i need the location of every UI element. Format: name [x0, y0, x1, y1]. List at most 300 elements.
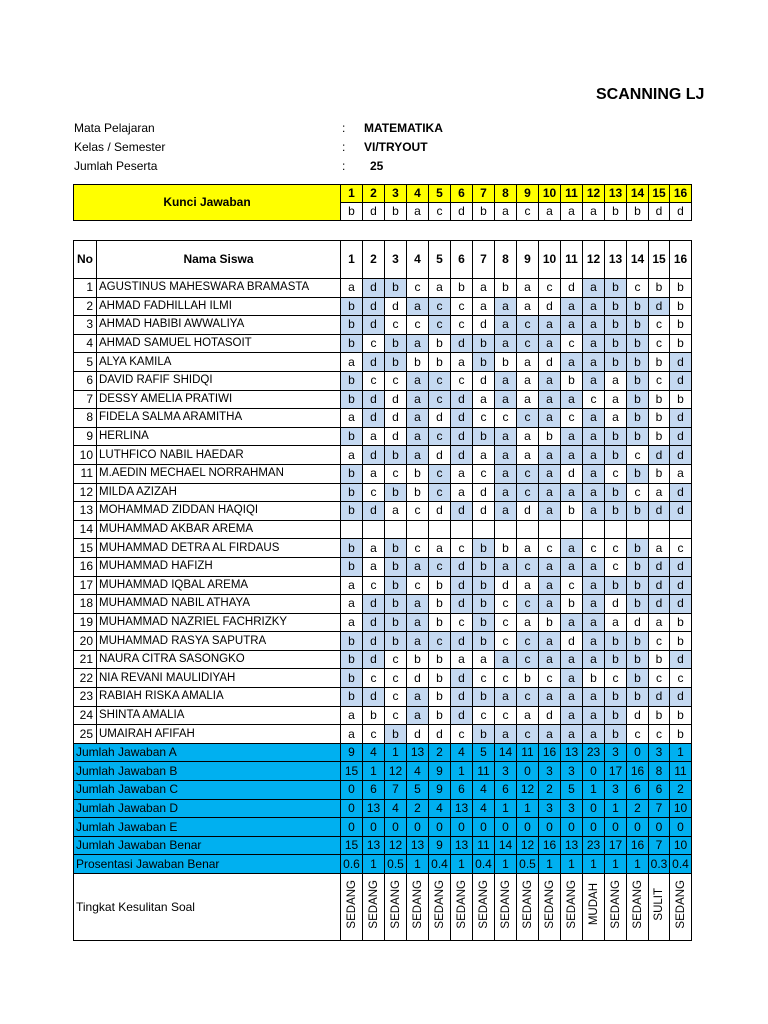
- student-answer: d: [451, 502, 473, 521]
- difficulty-value: MUDAH: [587, 883, 600, 926]
- student-answer: b: [627, 297, 649, 316]
- student-answer: b: [385, 557, 407, 576]
- question-header: 10: [539, 241, 561, 279]
- student-answer: a: [583, 706, 605, 725]
- student-answer: b: [385, 576, 407, 595]
- student-answer: b: [341, 334, 363, 353]
- summary-value: 13: [407, 743, 429, 762]
- student-answer: [363, 520, 385, 539]
- student-answer: b: [605, 576, 627, 595]
- student-answer: c: [385, 706, 407, 725]
- page-title: SCANNING LJ: [596, 86, 705, 103]
- student-no: 10: [74, 446, 97, 465]
- student-no: 8: [74, 409, 97, 428]
- student-answer: a: [341, 706, 363, 725]
- student-answer: a: [561, 539, 583, 558]
- student-answer: d: [670, 502, 692, 521]
- answer-key-answer: a: [495, 203, 517, 221]
- answer-key-number: 7: [473, 185, 495, 203]
- summary-value: 0: [539, 818, 561, 837]
- difficulty-cell: [407, 874, 429, 941]
- student-answer: a: [561, 446, 583, 465]
- student-no: 7: [74, 390, 97, 409]
- summary-value: 7: [649, 836, 670, 855]
- student-answer: a: [517, 297, 539, 316]
- student-answer: b: [627, 334, 649, 353]
- student-answer: b: [385, 334, 407, 353]
- student-answer: c: [385, 371, 407, 390]
- student-answer: d: [407, 725, 429, 744]
- student-answer: c: [670, 539, 692, 558]
- student-answer: a: [517, 353, 539, 372]
- summary-value: 2: [670, 781, 692, 800]
- summary-value: 0.4: [670, 855, 692, 874]
- student-answer: a: [473, 279, 495, 298]
- summary-value: 4: [451, 743, 473, 762]
- summary-value: 1: [385, 743, 407, 762]
- summary-row: [74, 799, 692, 818]
- student-answer: c: [429, 632, 451, 651]
- student-answer: b: [670, 725, 692, 744]
- answer-key-number: 11: [561, 185, 583, 203]
- student-answer: b: [473, 334, 495, 353]
- student-answer: c: [363, 725, 385, 744]
- student-answer: d: [670, 353, 692, 372]
- answer-key-answer: c: [429, 203, 451, 221]
- answer-key-number: 14: [627, 185, 649, 203]
- student-answer: b: [495, 539, 517, 558]
- student-no: 23: [74, 688, 97, 707]
- student-answer: c: [517, 316, 539, 335]
- summary-value: 23: [583, 836, 605, 855]
- summary-value: 0.6: [341, 855, 363, 874]
- difficulty-value: SEDANG: [565, 880, 578, 929]
- student-answer: a: [407, 688, 429, 707]
- student-answer: b: [605, 688, 627, 707]
- student-no: 22: [74, 669, 97, 688]
- student-answer: a: [451, 353, 473, 372]
- student-answer: a: [363, 427, 385, 446]
- summary-value: 1: [495, 855, 517, 874]
- student-answer: d: [451, 427, 473, 446]
- student-answer: a: [451, 464, 473, 483]
- student-answer: c: [517, 632, 539, 651]
- student-answer: c: [495, 632, 517, 651]
- student-answer: c: [495, 613, 517, 632]
- student-answer: b: [341, 669, 363, 688]
- student-answer: d: [429, 725, 451, 744]
- student-no: 21: [74, 650, 97, 669]
- student-name: FIDELA SALMA ARAMITHA: [97, 409, 341, 428]
- class-value: VI/TRYOUT: [364, 140, 428, 154]
- student-answer: a: [363, 557, 385, 576]
- student-answer: c: [649, 371, 670, 390]
- student-answer: a: [517, 613, 539, 632]
- answer-key-answer: b: [341, 203, 363, 221]
- student-answer: b: [473, 595, 495, 614]
- summary-value: 2: [539, 781, 561, 800]
- summary-value: 0: [341, 781, 363, 800]
- student-answer: a: [583, 464, 605, 483]
- student-answer: b: [649, 650, 670, 669]
- answer-key-answer: d: [451, 203, 473, 221]
- student-answer: c: [385, 669, 407, 688]
- student-answer: d: [561, 464, 583, 483]
- summary-value: 1: [451, 762, 473, 781]
- summary-value: 3: [539, 799, 561, 818]
- student-answer: c: [561, 334, 583, 353]
- student-answer: b: [429, 353, 451, 372]
- student-answer: d: [363, 502, 385, 521]
- question-header: 11: [561, 241, 583, 279]
- student-answer: a: [583, 725, 605, 744]
- student-answer: b: [341, 557, 363, 576]
- student-answer: [385, 520, 407, 539]
- student-answer: d: [605, 595, 627, 614]
- student-answer: a: [473, 390, 495, 409]
- summary-value: 0: [561, 818, 583, 837]
- answer-key-answer: d: [649, 203, 670, 221]
- answer-key-answer: b: [627, 203, 649, 221]
- summary-value: 0: [407, 818, 429, 837]
- student-answer: a: [605, 390, 627, 409]
- student-answer: a: [495, 334, 517, 353]
- student-answer: c: [385, 464, 407, 483]
- student-answer: a: [495, 371, 517, 390]
- student-no: 15: [74, 539, 97, 558]
- student-answer: a: [539, 334, 561, 353]
- summary-value: 0: [670, 818, 692, 837]
- student-answer: a: [583, 446, 605, 465]
- answer-key-number: 16: [670, 185, 692, 203]
- student-answer: c: [385, 316, 407, 335]
- student-no: 25: [74, 725, 97, 744]
- difficulty-value: SEDANG: [367, 880, 380, 929]
- student-answer: d: [451, 576, 473, 595]
- student-answer: d: [363, 297, 385, 316]
- student-answer: a: [341, 279, 363, 298]
- summary-value: 13: [363, 836, 385, 855]
- summary-value: 4: [385, 799, 407, 818]
- student-answer: a: [363, 464, 385, 483]
- summary-value: 10: [670, 799, 692, 818]
- student-answer: d: [363, 632, 385, 651]
- student-answer: a: [561, 483, 583, 502]
- difficulty-cell: [517, 874, 539, 941]
- summary-value: 6: [451, 781, 473, 800]
- student-no: 20: [74, 632, 97, 651]
- student-answer: d: [363, 446, 385, 465]
- summary-value: 2: [407, 799, 429, 818]
- student-answer: b: [605, 297, 627, 316]
- student-answer: [561, 520, 583, 539]
- answer-key-answer: a: [561, 203, 583, 221]
- summary-value: 1: [583, 781, 605, 800]
- table-row: [74, 353, 692, 372]
- student-answer: b: [385, 353, 407, 372]
- difficulty-cell: [539, 874, 561, 941]
- student-answer: b: [429, 688, 451, 707]
- table-row: [74, 688, 692, 707]
- student-answer: a: [583, 613, 605, 632]
- student-answer: b: [605, 483, 627, 502]
- summary-row: [74, 818, 692, 837]
- student-answer: c: [583, 390, 605, 409]
- student-answer: d: [385, 390, 407, 409]
- student-answer: b: [670, 632, 692, 651]
- answer-key-number: 1: [341, 185, 363, 203]
- summary-value: 0: [341, 799, 363, 818]
- student-answer: b: [605, 334, 627, 353]
- question-header: 15: [649, 241, 670, 279]
- summary-value: 0.4: [429, 855, 451, 874]
- summary-value: 5: [407, 781, 429, 800]
- student-answer: d: [649, 595, 670, 614]
- student-answer: a: [495, 464, 517, 483]
- student-answer: a: [341, 725, 363, 744]
- student-answer: b: [495, 353, 517, 372]
- summary-row: [74, 855, 692, 874]
- student-answer: c: [429, 427, 451, 446]
- student-name: AHMAD FADHILLAH ILMI: [97, 297, 341, 316]
- summary-row: [74, 781, 692, 800]
- question-header: 7: [473, 241, 495, 279]
- student-answer: b: [341, 688, 363, 707]
- student-answer: a: [583, 483, 605, 502]
- student-answer: a: [583, 650, 605, 669]
- table-row: [74, 279, 692, 298]
- student-answer: a: [649, 539, 670, 558]
- student-answer: a: [407, 409, 429, 428]
- student-answer: d: [561, 632, 583, 651]
- student-answer: a: [363, 539, 385, 558]
- answer-key-answer: b: [605, 203, 627, 221]
- difficulty-cell: [583, 874, 605, 941]
- student-answer: d: [670, 557, 692, 576]
- student-answer: d: [670, 650, 692, 669]
- answer-key-answer: d: [670, 203, 692, 221]
- student-answer: b: [605, 725, 627, 744]
- student-answer: [341, 520, 363, 539]
- student-answer: c: [363, 669, 385, 688]
- student-no: 17: [74, 576, 97, 595]
- answer-key-number: 10: [539, 185, 561, 203]
- student-answer: b: [627, 371, 649, 390]
- student-answer: a: [429, 539, 451, 558]
- student-answer: b: [627, 464, 649, 483]
- summary-value: 4: [429, 799, 451, 818]
- student-answer: a: [561, 297, 583, 316]
- answer-key-number: 13: [605, 185, 627, 203]
- student-answer: [495, 520, 517, 539]
- summary-value: 11: [473, 836, 495, 855]
- summary-value: 16: [627, 836, 649, 855]
- student-answer: a: [517, 539, 539, 558]
- summary-value: 0: [473, 818, 495, 837]
- summary-value: 4: [407, 762, 429, 781]
- summary-value: 0: [341, 818, 363, 837]
- student-answer: [649, 520, 670, 539]
- summary-value: 1: [363, 762, 385, 781]
- student-answer: b: [670, 390, 692, 409]
- student-answer: c: [451, 316, 473, 335]
- student-answer: b: [627, 316, 649, 335]
- student-answer: b: [649, 279, 670, 298]
- answer-key-number: 15: [649, 185, 670, 203]
- summary-value: 6: [649, 781, 670, 800]
- student-answer: a: [341, 446, 363, 465]
- student-answer: b: [605, 279, 627, 298]
- student-name: MUHAMMAD NAZRIEL FACHRIZKY: [97, 613, 341, 632]
- student-answer: b: [407, 464, 429, 483]
- student-answer: a: [583, 557, 605, 576]
- student-answer: b: [649, 390, 670, 409]
- student-name: MUHAMMAD HAFIZH: [97, 557, 341, 576]
- student-answer: d: [539, 297, 561, 316]
- student-answer: c: [363, 483, 385, 502]
- difficulty-value: SEDANG: [477, 880, 490, 929]
- student-answer: a: [561, 557, 583, 576]
- student-answer: a: [495, 297, 517, 316]
- student-answer: d: [561, 279, 583, 298]
- student-name: NAURA CITRA SASONGKO: [97, 650, 341, 669]
- student-answer: d: [451, 669, 473, 688]
- summary-row: [74, 762, 692, 781]
- summary-value: 1: [583, 855, 605, 874]
- student-answer: d: [473, 371, 495, 390]
- summary-value: 12: [385, 762, 407, 781]
- student-answer: c: [517, 650, 539, 669]
- table-row: [74, 427, 692, 446]
- summary-value: 9: [429, 781, 451, 800]
- student-answer: c: [605, 557, 627, 576]
- student-answer: a: [539, 371, 561, 390]
- table-row: [74, 706, 692, 725]
- student-answer: b: [341, 502, 363, 521]
- student-answer: a: [539, 390, 561, 409]
- student-answer: b: [670, 279, 692, 298]
- student-answer: b: [407, 483, 429, 502]
- difficulty-value: SEDANG: [521, 880, 534, 929]
- summary-value: 17: [605, 836, 627, 855]
- student-answer: b: [385, 539, 407, 558]
- student-answer: d: [649, 688, 670, 707]
- summary-label: Prosentasi Jawaban Benar: [74, 855, 341, 874]
- summary-value: 2: [627, 799, 649, 818]
- student-answer: a: [539, 725, 561, 744]
- question-header: 14: [627, 241, 649, 279]
- student-answer: a: [451, 650, 473, 669]
- student-answer: a: [583, 297, 605, 316]
- answer-key-answer: b: [385, 203, 407, 221]
- student-answer: b: [341, 427, 363, 446]
- summary-value: 15: [341, 836, 363, 855]
- student-name: MUHAMMAD IQBAL AREMA: [97, 576, 341, 595]
- difficulty-row: [74, 874, 692, 941]
- student-answer: a: [407, 557, 429, 576]
- summary-value: 15: [341, 762, 363, 781]
- summary-value: 1: [670, 743, 692, 762]
- participants-value: 25: [370, 159, 384, 173]
- student-answer: a: [583, 632, 605, 651]
- student-answer: a: [539, 632, 561, 651]
- student-answer: a: [583, 334, 605, 353]
- difficulty-cell: [495, 874, 517, 941]
- student-answer: a: [583, 279, 605, 298]
- student-answer: b: [583, 669, 605, 688]
- table-row: [74, 446, 692, 465]
- student-answer: b: [473, 688, 495, 707]
- student-answer: d: [363, 353, 385, 372]
- summary-value: 0: [627, 743, 649, 762]
- student-answer: b: [341, 539, 363, 558]
- difficulty-value: SEDANG: [674, 880, 687, 929]
- student-answer: a: [583, 353, 605, 372]
- student-answer: c: [649, 725, 670, 744]
- difficulty-value: SEDANG: [499, 880, 512, 929]
- student-answer: b: [670, 613, 692, 632]
- student-answer: d: [473, 316, 495, 335]
- summary-value: 3: [561, 762, 583, 781]
- student-name: M.AEDIN MECHAEL NORRAHMAN: [97, 464, 341, 483]
- summary-value: 13: [561, 743, 583, 762]
- student-answer: a: [561, 650, 583, 669]
- student-answer: c: [363, 334, 385, 353]
- student-no: 6: [74, 371, 97, 390]
- student-answer: a: [407, 334, 429, 353]
- summary-value: 23: [583, 743, 605, 762]
- class-colon: :: [342, 140, 346, 154]
- answer-key-table: [73, 184, 692, 221]
- summary-value: 0: [583, 818, 605, 837]
- student-name: MUHAMMAD NABIL ATHAYA: [97, 595, 341, 614]
- student-answer: a: [539, 688, 561, 707]
- question-header: 12: [583, 241, 605, 279]
- question-header: 2: [363, 241, 385, 279]
- student-answer: a: [583, 371, 605, 390]
- summary-value: 0.4: [473, 855, 495, 874]
- student-answer: b: [605, 316, 627, 335]
- table-row: [74, 390, 692, 409]
- student-answer: a: [605, 409, 627, 428]
- student-answer: b: [627, 595, 649, 614]
- student-answer: a: [407, 706, 429, 725]
- table-header-row: [74, 241, 692, 279]
- answer-key-number: 2: [363, 185, 385, 203]
- student-answer: c: [605, 669, 627, 688]
- student-answer: a: [495, 725, 517, 744]
- student-answer: a: [561, 688, 583, 707]
- student-answer: b: [473, 557, 495, 576]
- student-answer: d: [363, 688, 385, 707]
- summary-value: 9: [341, 743, 363, 762]
- summary-value: 7: [649, 799, 670, 818]
- student-answer: b: [539, 427, 561, 446]
- summary-value: 12: [517, 781, 539, 800]
- student-answer: c: [429, 557, 451, 576]
- student-name: HERLINA: [97, 427, 341, 446]
- student-answer: d: [670, 371, 692, 390]
- student-answer: a: [473, 446, 495, 465]
- student-answer: d: [649, 446, 670, 465]
- difficulty-value: SEDANG: [543, 880, 556, 929]
- student-answer: c: [429, 371, 451, 390]
- student-no: 16: [74, 557, 97, 576]
- summary-value: 1: [363, 855, 385, 874]
- summary-value: 0.5: [385, 855, 407, 874]
- student-answer: b: [649, 353, 670, 372]
- summary-row: [74, 743, 692, 762]
